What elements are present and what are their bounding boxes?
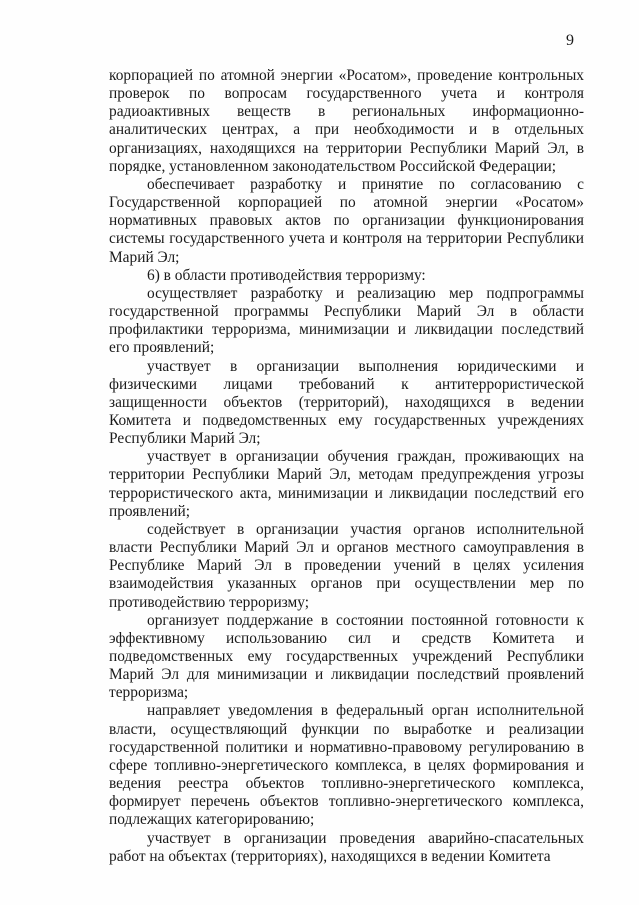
document-body — [109, 67, 584, 866]
paragraph-citizen-training: участвует в организации обучения граждан, проживающих на территории Республики Марий Эл, методам предупреждения угрозы террористического акта, минимизации и ликвидации последствий его проявлений; — [109, 448, 584, 520]
paragraph-subprogram-measures: осуществляет разработку и реализацию мер подпрограммы государственной программы Республики Марий Эл в области профилактики терроризма, минимизации и ликвидации последствий его проявлений; — [109, 284, 584, 357]
paragraph-rosatom-inspections: корпорацией по атомной энергии «Росатом», проведение контрольных проверок по вопросам государственного учета и контроля радиоактивных веществ в региональных информационно-аналитических центрах, а при необходимости и в отдельных организациях, находящихся на территории Республики Марий Эл, в порядке, установленном законодательством Российской Федерации; — [109, 67, 584, 175]
paragraph-antiterrorist-protection: участвует в организации выполнения юридическими и физическими лицами требований к антитеррористической защищенности объектов (территорий), находящихся в ведении Комитета и подведомственных ему государственных учреждениях Республики Марий Эл; — [109, 357, 584, 448]
paragraph-normative-acts: обеспечивает разработку и принятие по согласованию с Государственной корпорацией по атомной энергии «Росатом» нормативных правовых актов по организации функционирования системы государственного учета и контроля на территории Республики Марий Эл; — [109, 175, 584, 266]
page-number: 9 — [566, 32, 574, 49]
section-heading-counterterrorism: 6) в области противодействия терроризму: — [147, 266, 426, 284]
paragraph-rescue-operations: участвует в организации проведения аварийно-спасательных работ на объектах (территориях), находящихся в ведении Комитета — [109, 829, 584, 865]
paragraph-exercises-cooperation: содействует в организации участия органов исполнительной власти Республики Марий Эл и органов местного самоуправления в Республике Марий Эл в проведении учений в целях усиления взаимодействия указанных органов при осуществлении мер по противодействию терроризму; — [109, 520, 584, 611]
paragraph-fuel-energy-notifications: направляет уведомления в федеральный орган исполнительной власти, осуществляющий функции по выработке и реализации государственной политики и нормативно-правовому регулированию в сфере топливно-энергетического комплекса, в целях формирования и ведения реестра объектов топливно-энергетического комплекса, формирует перечень объектов топливно-энергетического комплекса, подлежащих категорированию; — [109, 702, 584, 829]
paragraph-readiness: организует поддержание в состоянии постоянной готовности к эффективному использованию сил и средств Комитета и подведомственных ему государственных учреждений Республики Марий Эл для минимизации и ликвидации последствий проявлений терроризма; — [109, 611, 584, 702]
